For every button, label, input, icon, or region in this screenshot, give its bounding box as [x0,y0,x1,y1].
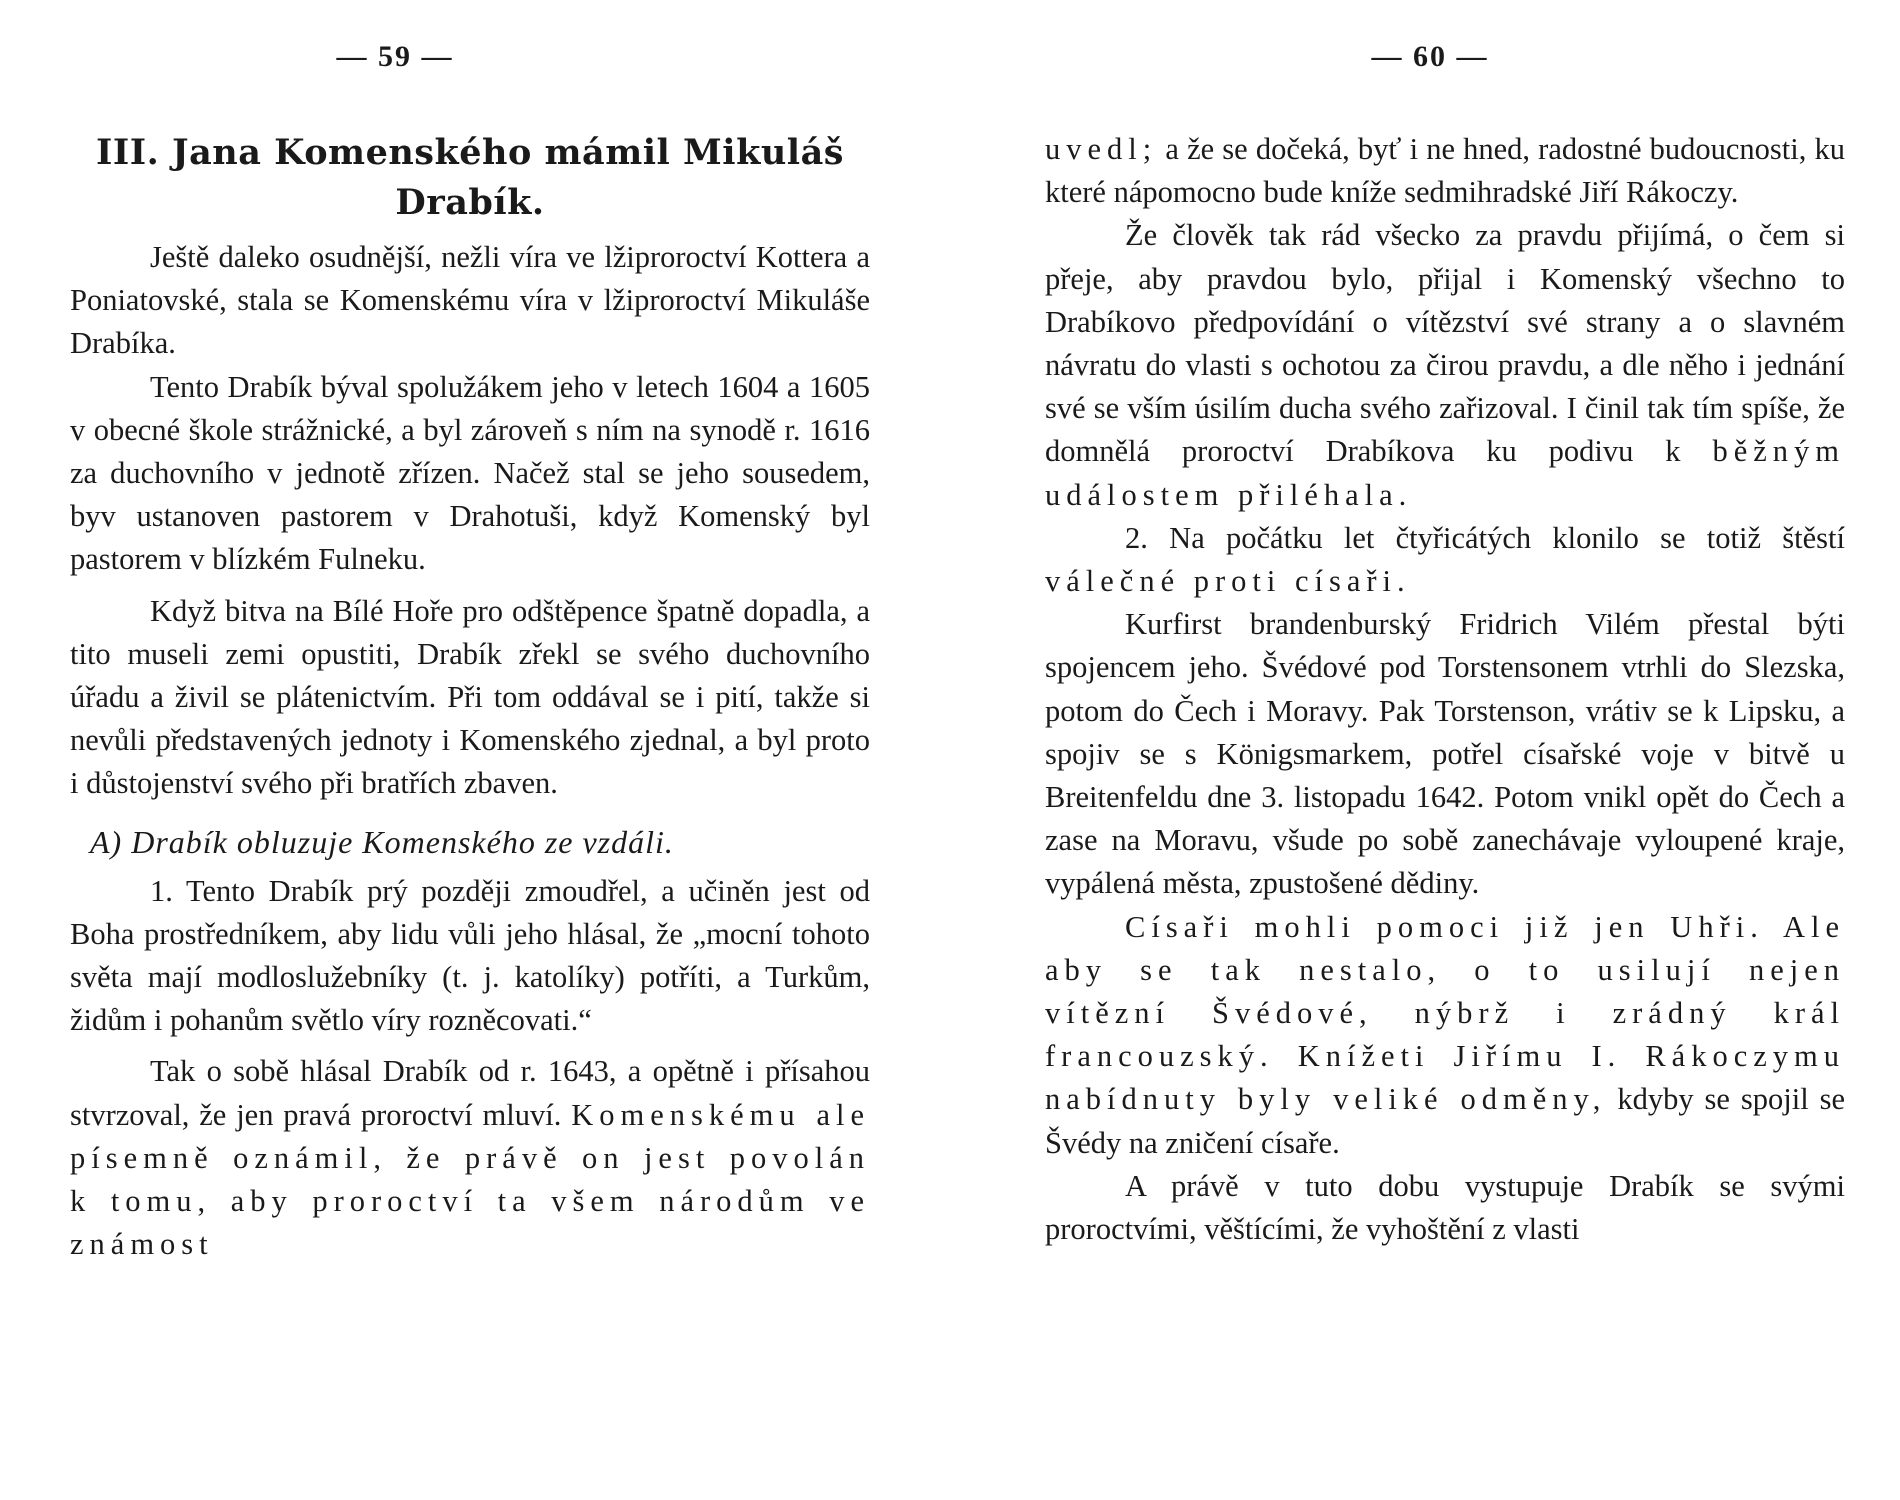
paragraph-text: a že se dočeká, byť i ne hned, radostné budoucnosti, ku které nápomocno bude kníže sedmihradské Jiří Rákoczy. [1045,132,1846,210]
spaced-emphasis-text: Císaři mohli pomoci již jen Uhři. Ale aby se tak nestalo, o to usilují nejen vítězní Švédové, nýbrž i zrádný král francouzský. Knížeti Jiřímu I. Rákoczymu nabídnuty byly veliké odměny, [1045,909,1845,1117]
right-page-text [1045,128,1845,1251]
spaced-emphasis-text: Komenskému ale písemně oznámil, že právě on jest povolán k tomu, aby proroctví ta všem národům ve známost [70,1097,871,1262]
chapter-title: III. Jana Komenského mámil Mikuláš Drabík. [96,132,844,223]
right-page [1045,0,1845,1500]
page-number: — 59 — [336,40,454,73]
paragraph-text: Že člověk tak rád všecko za pravdu přijímá, o čem si přeje, aby pravdou bylo, přijal i Komenský všechno to Drabíkovo předpovídání o vítězství své strany a o slavném návratu do vlasti s ochotou za čirou pravdu, a dle něho i jednání své se vším úsilím ducha svého zařizoval. I činil tak tím spíše, že domnělá proroctví Drabíkova ku podivu k [1045,218,1845,469]
spaced-emphasis-text: běžným událostem přiléhala. [1045,434,1846,512]
spaced-emphasis-text: válečné proti císaři. [1045,564,1411,599]
paragraph: Tento Drabík býval spolužákem jeho v letech 1604 a 1605 v obecné škole strážnické, a byl zároveň s ním na synodě r. 1616 za duchovního v jednotě zřízen. Načež stal se jeho sousedem, byv ustanoven pastorem v Drahotuši, když Komenský byl pastorem v blízkém Fulneku. [70,369,870,577]
paragraph: Ještě daleko osudnější, nežli víra ve lžiproroctví Kottera a Poniatovské, stala se Komenskému víra v lžiproroctví Mikuláše Drabíka. [70,240,870,361]
left-page-text [70,128,870,1266]
left-page [70,0,870,1500]
section-subheading: A) Drabík obluzuje Komenského ze vzdáli. [90,823,674,860]
paragraph [1045,214,1845,516]
paragraph [1045,906,1845,1165]
spaced-emphasis-text: uvedl; [1045,132,1158,166]
numbered-paragraph [1045,517,1845,603]
paragraph: A právě v tuto dobu vystupuje Drabík se svými proroctvími, věštícími, že vyhoštění z vlasti [1045,1168,1845,1247]
paragraph-text: Tak o sobě hlásal Drabík od r. 1643, a opětně i přísahou stvrzoval, že jen pravá proroctví mluví. [70,1054,870,1132]
paragraph: Když bitva na Bílé Hoře pro odštěpence špatně dopadla, a tito museli zemi opustiti, Drabík zřekl se svého duchovního úřadu a živil se plátenictvím. Při tom oddával se i pití, takže si nevůli představených jednoty i Komenského zjednal, a byl proto i důstojenství svého při bratřích zbaven. [70,593,870,801]
paragraph: Kurfirst brandenburský Fridrich Vilém přestal býti spojencem jeho. Švédové pod Torstensonem vtrhli do Slezska, potom do Čech i Moravy. Pak Torstenson, vrátiv se k Lipsku, a spojiv se s Königsmarkem, potřel císařské voje v bitvě u Breitenfeldu dne 3. listopadu 1642. Potom vnikl opět do Čech a zase na Moravu, všude po sobě zanechávaje vyloupené kraje, vypálená města, zpustošené dědiny. [1045,607,1845,901]
paragraph [70,1050,870,1266]
numbered-paragraph: 1. Tento Drabík prý později zmoudřel, a učiněn jest od Boha prostředníkem, aby lidu vůli jeho hlásal, že „mocní tohoto světa mají modloslužebníky (t. j. katolíky) potříti, a Turkům, židům i pohanům světlo víry rozněcovati.“ [70,873,870,1038]
paragraph-text: kdyby se spojil se Švédy na zničení císaře. [1045,1082,1846,1160]
paragraph-continuation [1045,128,1845,214]
paragraph-text: 2. Na počátku let čtyřicátých klonilo se totiž štěstí [1125,520,1845,555]
page-number: — 60 — [1371,40,1489,73]
